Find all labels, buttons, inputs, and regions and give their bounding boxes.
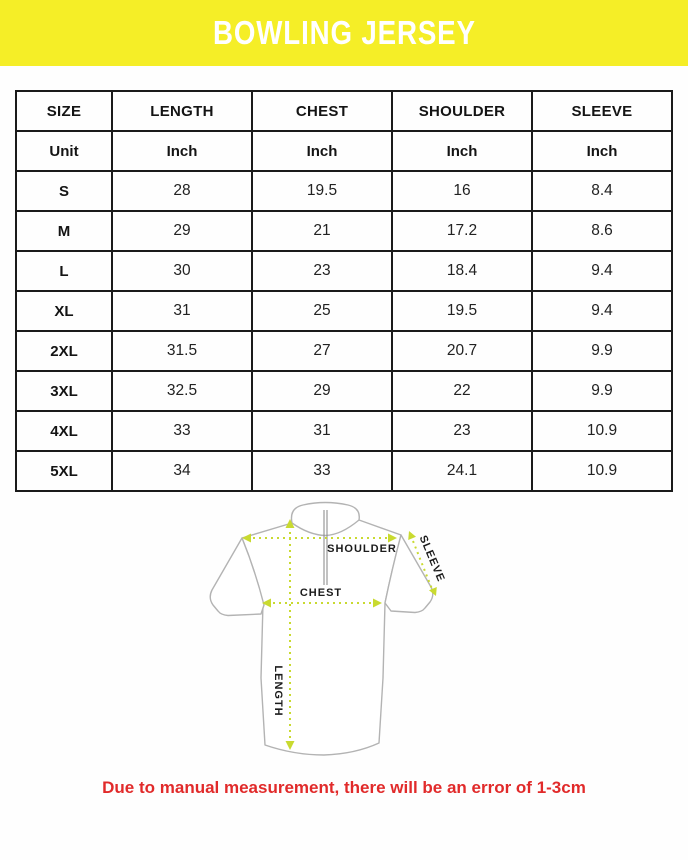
size-cell: S	[16, 171, 112, 211]
size-table	[15, 90, 673, 492]
value-cell: 30	[112, 251, 252, 291]
value-cell: 10.9	[532, 451, 672, 491]
page-title: BOWLING JERSEY	[212, 14, 476, 51]
unit-value-0: Inch	[112, 131, 252, 171]
value-cell: 20.7	[392, 331, 532, 371]
value-cell: 18.4	[392, 251, 532, 291]
value-cell: 31	[112, 291, 252, 331]
jersey-illustration	[179, 498, 509, 768]
size-cell: 2XL	[16, 331, 112, 371]
value-cell: 16	[392, 171, 532, 211]
value-cell: 9.9	[532, 371, 672, 411]
title-banner	[0, 0, 688, 66]
column-header-length: LENGTH	[112, 91, 252, 131]
size-row-4xl	[16, 411, 672, 451]
unit-row	[16, 131, 672, 171]
value-cell: 22	[392, 371, 532, 411]
size-cell: M	[16, 211, 112, 251]
value-cell: 33	[112, 411, 252, 451]
size-cell: 3XL	[16, 371, 112, 411]
value-cell: 9.4	[532, 291, 672, 331]
sleeve-label: SLEEVE	[416, 533, 447, 584]
value-cell: 10.9	[532, 411, 672, 451]
value-cell: 19.5	[252, 171, 392, 211]
value-cell: 29	[252, 371, 392, 411]
shoulder-label: SHOULDER	[327, 543, 397, 555]
value-cell: 25	[252, 291, 392, 331]
column-header-sleeve: SLEEVE	[532, 91, 672, 131]
measurement-note: Due to manual measurement, there will be an error of 1-3cm	[102, 778, 586, 797]
size-row-3xl	[16, 371, 672, 411]
column-header-size: SIZE	[16, 91, 112, 131]
value-cell: 31.5	[112, 331, 252, 371]
size-row-l	[16, 251, 672, 291]
size-cell: 4XL	[16, 411, 112, 451]
value-cell: 34	[112, 451, 252, 491]
value-cell: 27	[252, 331, 392, 371]
value-cell: 23	[392, 411, 532, 451]
value-cell: 8.6	[532, 211, 672, 251]
chest-label: CHEST	[299, 587, 343, 599]
value-cell: 33	[252, 451, 392, 491]
value-cell: 32.5	[112, 371, 252, 411]
size-row-5xl	[16, 451, 672, 491]
value-cell: 23	[252, 251, 392, 291]
size-table-head	[16, 91, 672, 131]
jersey-diagram	[179, 498, 509, 768]
size-cell: L	[16, 251, 112, 291]
value-cell: 9.4	[532, 251, 672, 291]
size-table-body	[16, 131, 672, 491]
value-cell: 31	[252, 411, 392, 451]
unit-value-2: Inch	[392, 131, 532, 171]
value-cell: 17.2	[392, 211, 532, 251]
size-row-m	[16, 211, 672, 251]
length-label: LENGTH	[272, 665, 284, 717]
unit-value-3: Inch	[532, 131, 672, 171]
column-header-chest: CHEST	[252, 91, 392, 131]
size-row-2xl	[16, 331, 672, 371]
value-cell: 29	[112, 211, 252, 251]
column-header-shoulder: SHOULDER	[392, 91, 532, 131]
size-row-s	[16, 171, 672, 211]
value-cell: 28	[112, 171, 252, 211]
size-cell: XL	[16, 291, 112, 331]
unit-label: Unit	[16, 131, 112, 171]
value-cell: 9.9	[532, 331, 672, 371]
value-cell: 21	[252, 211, 392, 251]
value-cell: 24.1	[392, 451, 532, 491]
unit-value-1: Inch	[252, 131, 392, 171]
arrowhead-top	[408, 531, 416, 540]
jersey-body	[242, 520, 401, 755]
value-cell: 8.4	[532, 171, 672, 211]
size-cell: 5XL	[16, 451, 112, 491]
value-cell: 19.5	[392, 291, 532, 331]
size-row-xl	[16, 291, 672, 331]
